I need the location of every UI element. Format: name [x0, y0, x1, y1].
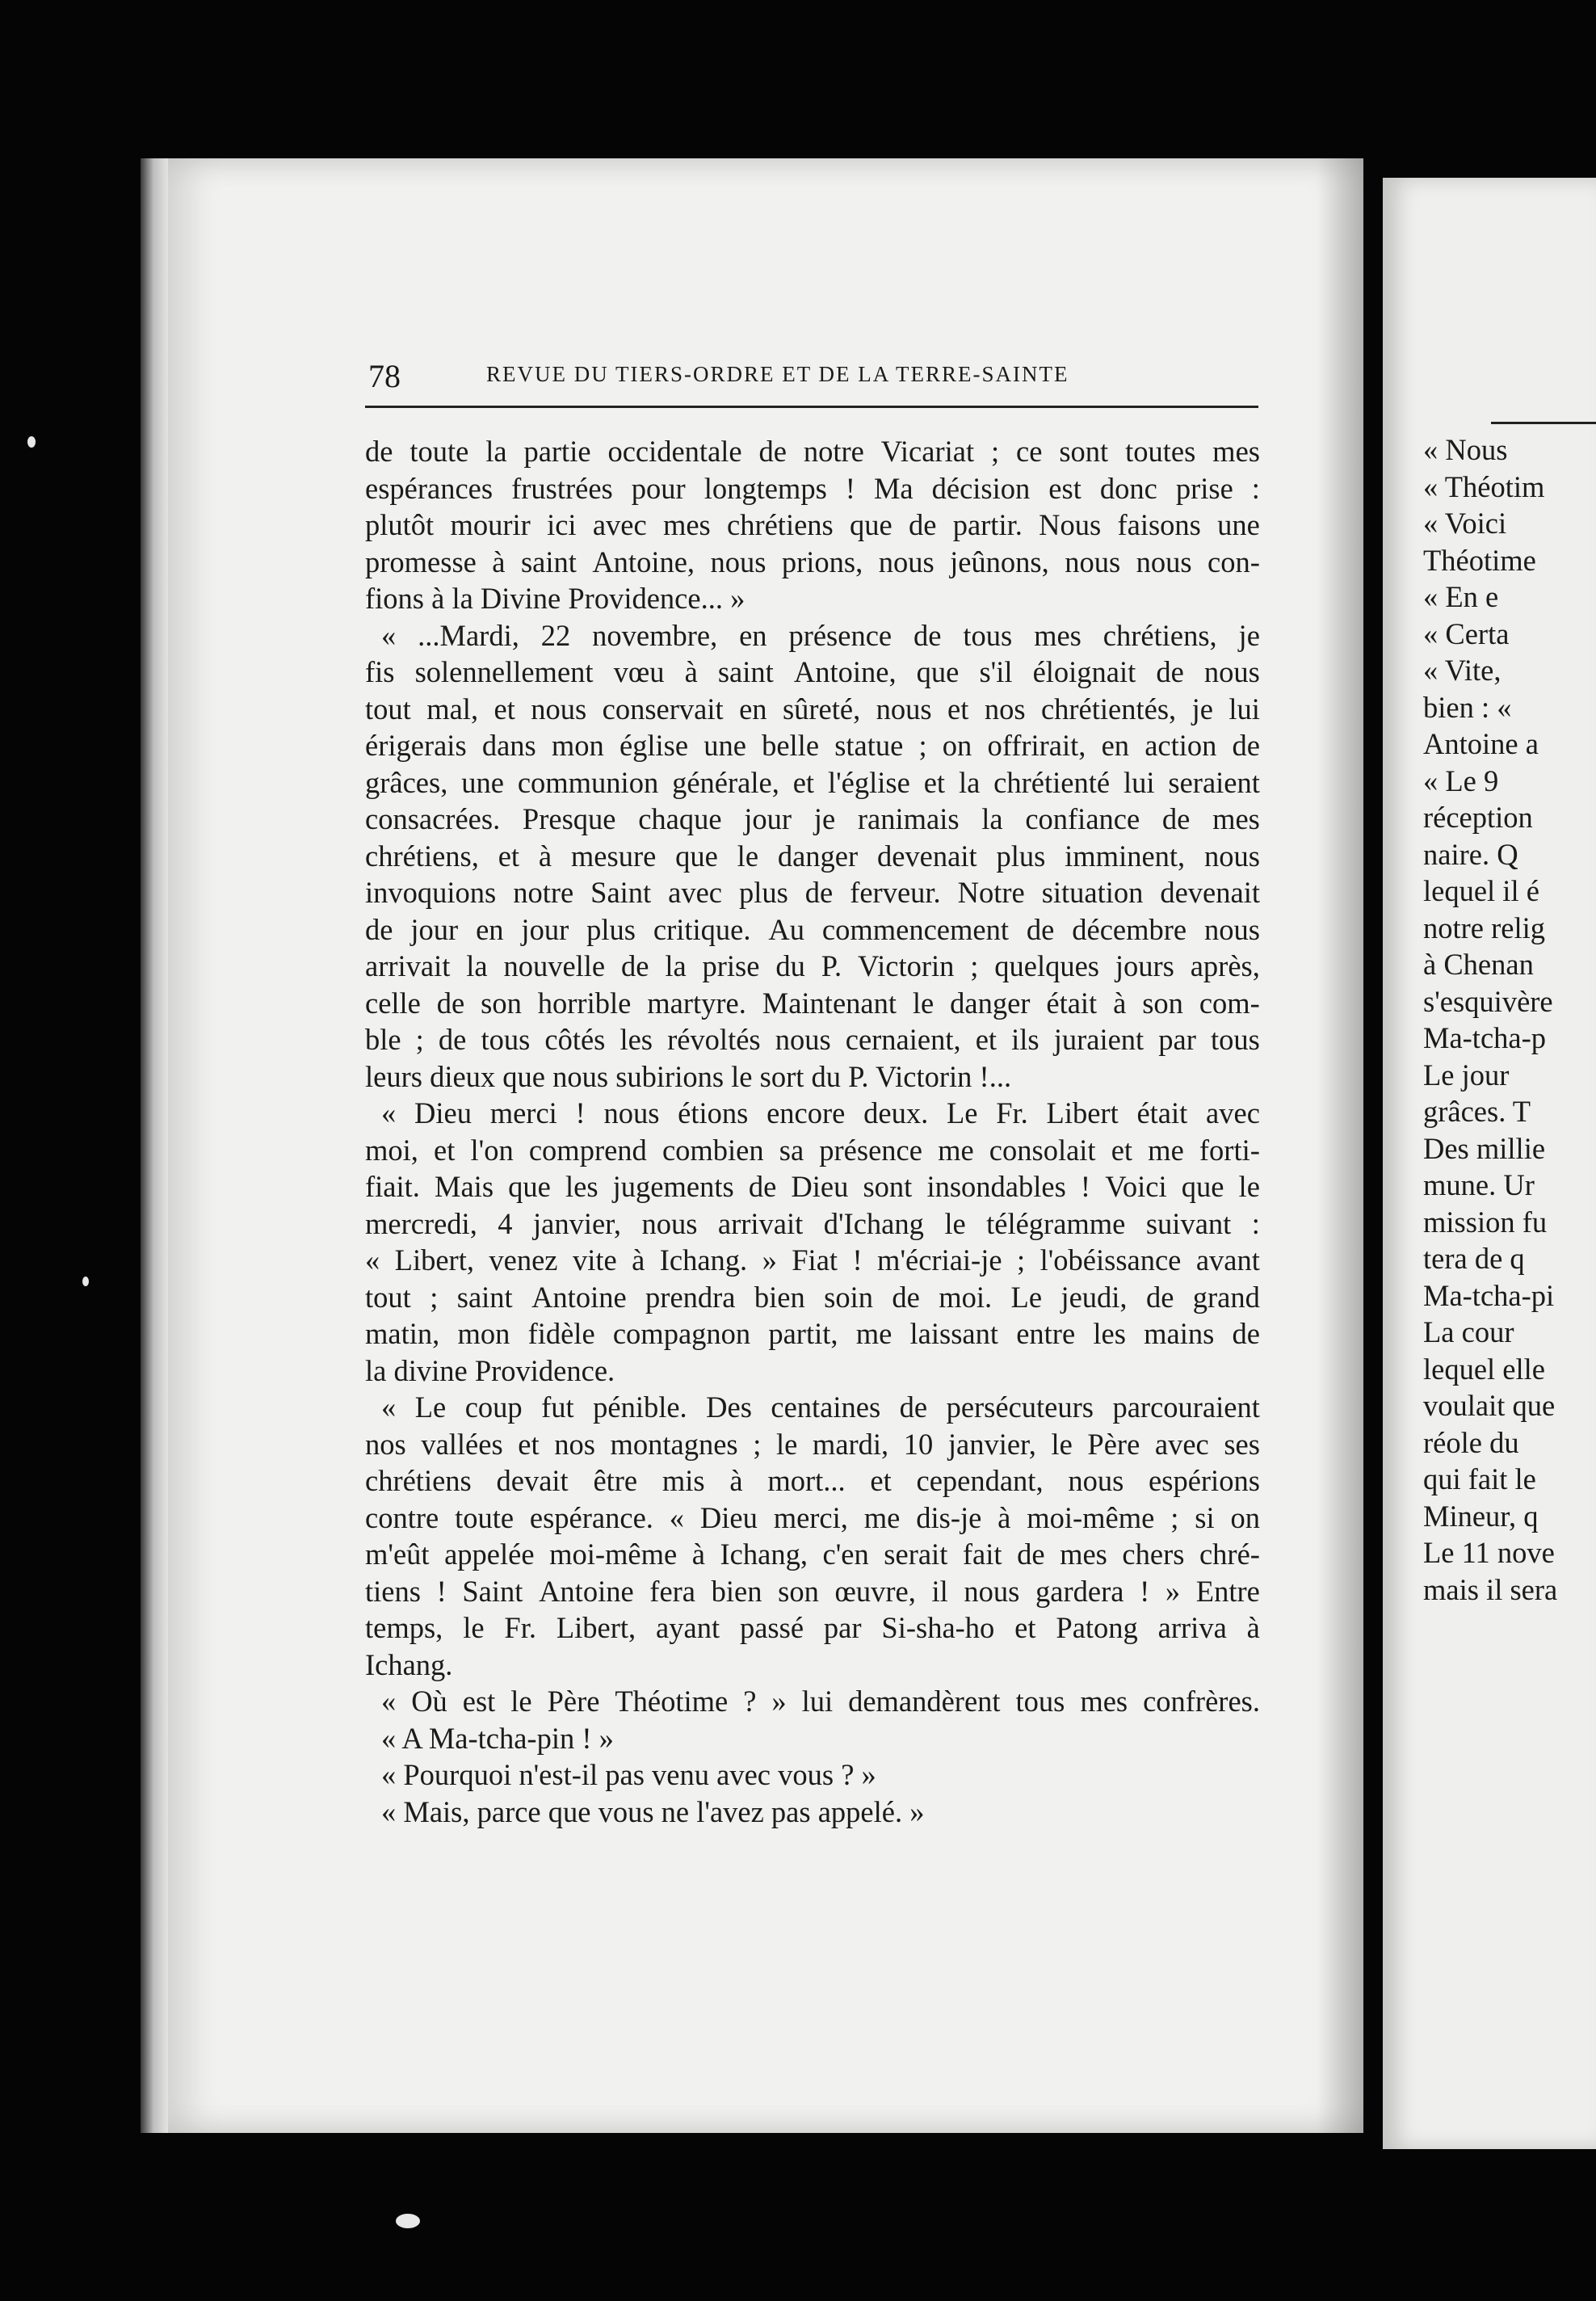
facing-line: « En e: [1423, 580, 1499, 613]
facing-line: Le 11 nove: [1423, 1536, 1555, 1569]
facing-line: naire. Q: [1423, 837, 1518, 871]
facing-line: mission fu: [1423, 1205, 1548, 1239]
text-line: moi, et l'on comprend combien sa présence me consolait et me forti-: [365, 1133, 1260, 1167]
facing-line: réole du: [1423, 1425, 1519, 1459]
text-line: grâces, une communion générale, et l'église et la chrétienté lui seraient: [365, 765, 1260, 799]
facing-page-rule: [1491, 422, 1596, 424]
text-line: fis solennellement vœu à saint Antoine, que s'il éloignait de nous: [365, 655, 1260, 688]
text-line: contre toute espérance. « Dieu merci, me dis-je à moi-même ; si on: [365, 1500, 1260, 1534]
facing-line: Mineur, q: [1423, 1499, 1539, 1533]
facing-line: tera de q: [1423, 1242, 1525, 1275]
text-line: temps, le Fr. Libert, ayant passé par Si-sha-ho et Patong arriva à: [365, 1611, 1260, 1644]
facing-line: « Le 9: [1423, 763, 1499, 797]
facing-line: voulait que: [1423, 1389, 1556, 1422]
facing-line: « Nous: [1423, 433, 1508, 466]
text-line: tiens ! Saint Antoine fera bien son œuvre, il nous gardera ! » Entre: [365, 1574, 1260, 1608]
facing-line: mais il sera: [1423, 1572, 1558, 1606]
text-line: promesse à saint Antoine, nous prions, nous jeûnons, nous nous con-: [365, 545, 1260, 578]
text-line: « A Ma-tcha-pin ! »: [381, 1721, 614, 1755]
dust-speck: [27, 436, 36, 448]
dust-speck: [82, 1277, 89, 1286]
text-line: mercredi, 4 janvier, nous arrivait d'Ichang le télégramme suivant :: [365, 1206, 1260, 1240]
header-rule: [365, 406, 1258, 408]
text-line: fiait. Mais que les jugements de Dieu sont insondables ! Voici que le: [365, 1170, 1260, 1203]
text-line: tout ; saint Antoine prendra bien soin de moi. Le jeudi, de grand: [365, 1280, 1260, 1314]
facing-line: « Théotim: [1423, 469, 1545, 503]
text-line: tout mal, et nous conservait en sûreté, nous et nos chrétientés, je lui: [365, 692, 1260, 726]
text-line: « Mais, parce que vous ne l'avez pas appelé. »: [381, 1794, 925, 1828]
facing-line: « Vite,: [1423, 654, 1502, 687]
facing-line: Des millie: [1423, 1131, 1546, 1165]
text-line: espérances frustrées pour longtemps ! Ma décision est donc prise :: [365, 471, 1260, 505]
text-line: consacrées. Presque chaque jour je ranimais la confiance de mes: [365, 802, 1260, 835]
body-text: [365, 433, 1260, 1830]
text-line: celle de son horrible martyre. Maintenant le danger était à son com-: [365, 986, 1260, 1020]
facing-line: « Certa: [1423, 616, 1510, 650]
facing-line: Antoine a: [1423, 727, 1539, 760]
facing-line: La cour: [1423, 1315, 1514, 1348]
text-line: matin, mon fidèle compagnon partit, me laissant entre les mains de: [365, 1317, 1260, 1350]
text-line: chrétiens, et à mesure que le danger devenait plus imminent, nous: [365, 839, 1260, 873]
facing-line: lequel il é: [1423, 874, 1539, 907]
text-line: plutôt mourir ici avec mes chrétiens que de partir. Nous faisons une: [365, 508, 1260, 541]
facing-line: mune. Ur: [1423, 1168, 1535, 1201]
text-line: « Libert, venez vite à Ichang. » Fiat ! m'écriai-je ; l'obéissance avant: [365, 1243, 1260, 1277]
text-line: ble ; de tous côtés les révoltés nous cernaient, et ils juraient par tous: [365, 1023, 1260, 1056]
facing-line: grâces. T: [1423, 1095, 1531, 1128]
text-line: Ichang.: [365, 1647, 453, 1681]
facing-line: « Voici: [1423, 507, 1507, 540]
text-line: érigerais dans mon église une belle statue ; on offrirait, en action de: [365, 729, 1260, 762]
text-line: leurs dieux que nous subirions le sort du P. Victorin !...: [365, 1059, 1012, 1093]
text-line: arrivait la nouvelle de la prise du P. Victorin ; quelques jours après,: [365, 949, 1260, 982]
text-line: chrétiens devait être mis à mort... et cependant, nous espérions: [365, 1464, 1260, 1497]
facing-line: lequel elle: [1423, 1352, 1545, 1386]
facing-line: Ma-tcha-p: [1423, 1021, 1547, 1054]
page-number: 78: [368, 358, 401, 394]
text-line: m'eût appelée moi-même à Ichang, c'en serait fait de mes chers chré-: [365, 1538, 1260, 1571]
gutter-shadow: [1317, 158, 1363, 2133]
dust-speck: [396, 2214, 420, 2228]
facing-line: bien : «: [1423, 690, 1512, 724]
text-line: de toute la partie occidentale de notre Vicariat ; ce sont toutes mes: [365, 435, 1260, 468]
text-line: nos vallées et nos montagnes ; le mardi, 10 janvier, le Père avec ses: [365, 1427, 1260, 1461]
text-line: invoquions notre Saint avec plus de ferveur. Notre situation devenait: [365, 876, 1260, 909]
facing-line: qui fait le: [1423, 1462, 1536, 1495]
facing-line: Le jour: [1423, 1058, 1510, 1092]
facing-line: à Chenan: [1423, 948, 1534, 981]
page-header: [368, 355, 1258, 407]
text-line: la divine Providence.: [365, 1353, 615, 1387]
facing-line: notre relig: [1423, 911, 1546, 944]
facing-line: Ma-tcha-pi: [1423, 1278, 1555, 1312]
text-line: fions à la Divine Providence... »: [365, 582, 746, 615]
facing-page-text: [1423, 431, 1596, 1608]
text-line: « Le coup fut pénible. Des centaines de persécuteurs parcouraient: [381, 1390, 1260, 1424]
text-line: de jour en jour plus critique. Au commencement de décembre nous: [365, 912, 1260, 946]
facing-line: réception: [1423, 801, 1533, 834]
facing-line: Théotime: [1423, 543, 1536, 577]
text-line: « Où est le Père Théotime ? » lui demandèrent tous mes confrères.: [381, 1685, 1260, 1718]
running-title: REVUE DU TIERS-ORDRE ET DE LA TERRE-SAINTE: [486, 362, 1069, 386]
text-line: « Dieu merci ! nous étions encore deux. Le Fr. Libert était avec: [381, 1096, 1260, 1129]
text-line: « ...Mardi, 22 novembre, en présence de tous mes chrétiens, je: [381, 618, 1260, 652]
facing-line: s'esquivère: [1423, 984, 1553, 1018]
text-line: « Pourquoi n'est-il pas venu avec vous ? »: [381, 1758, 876, 1791]
